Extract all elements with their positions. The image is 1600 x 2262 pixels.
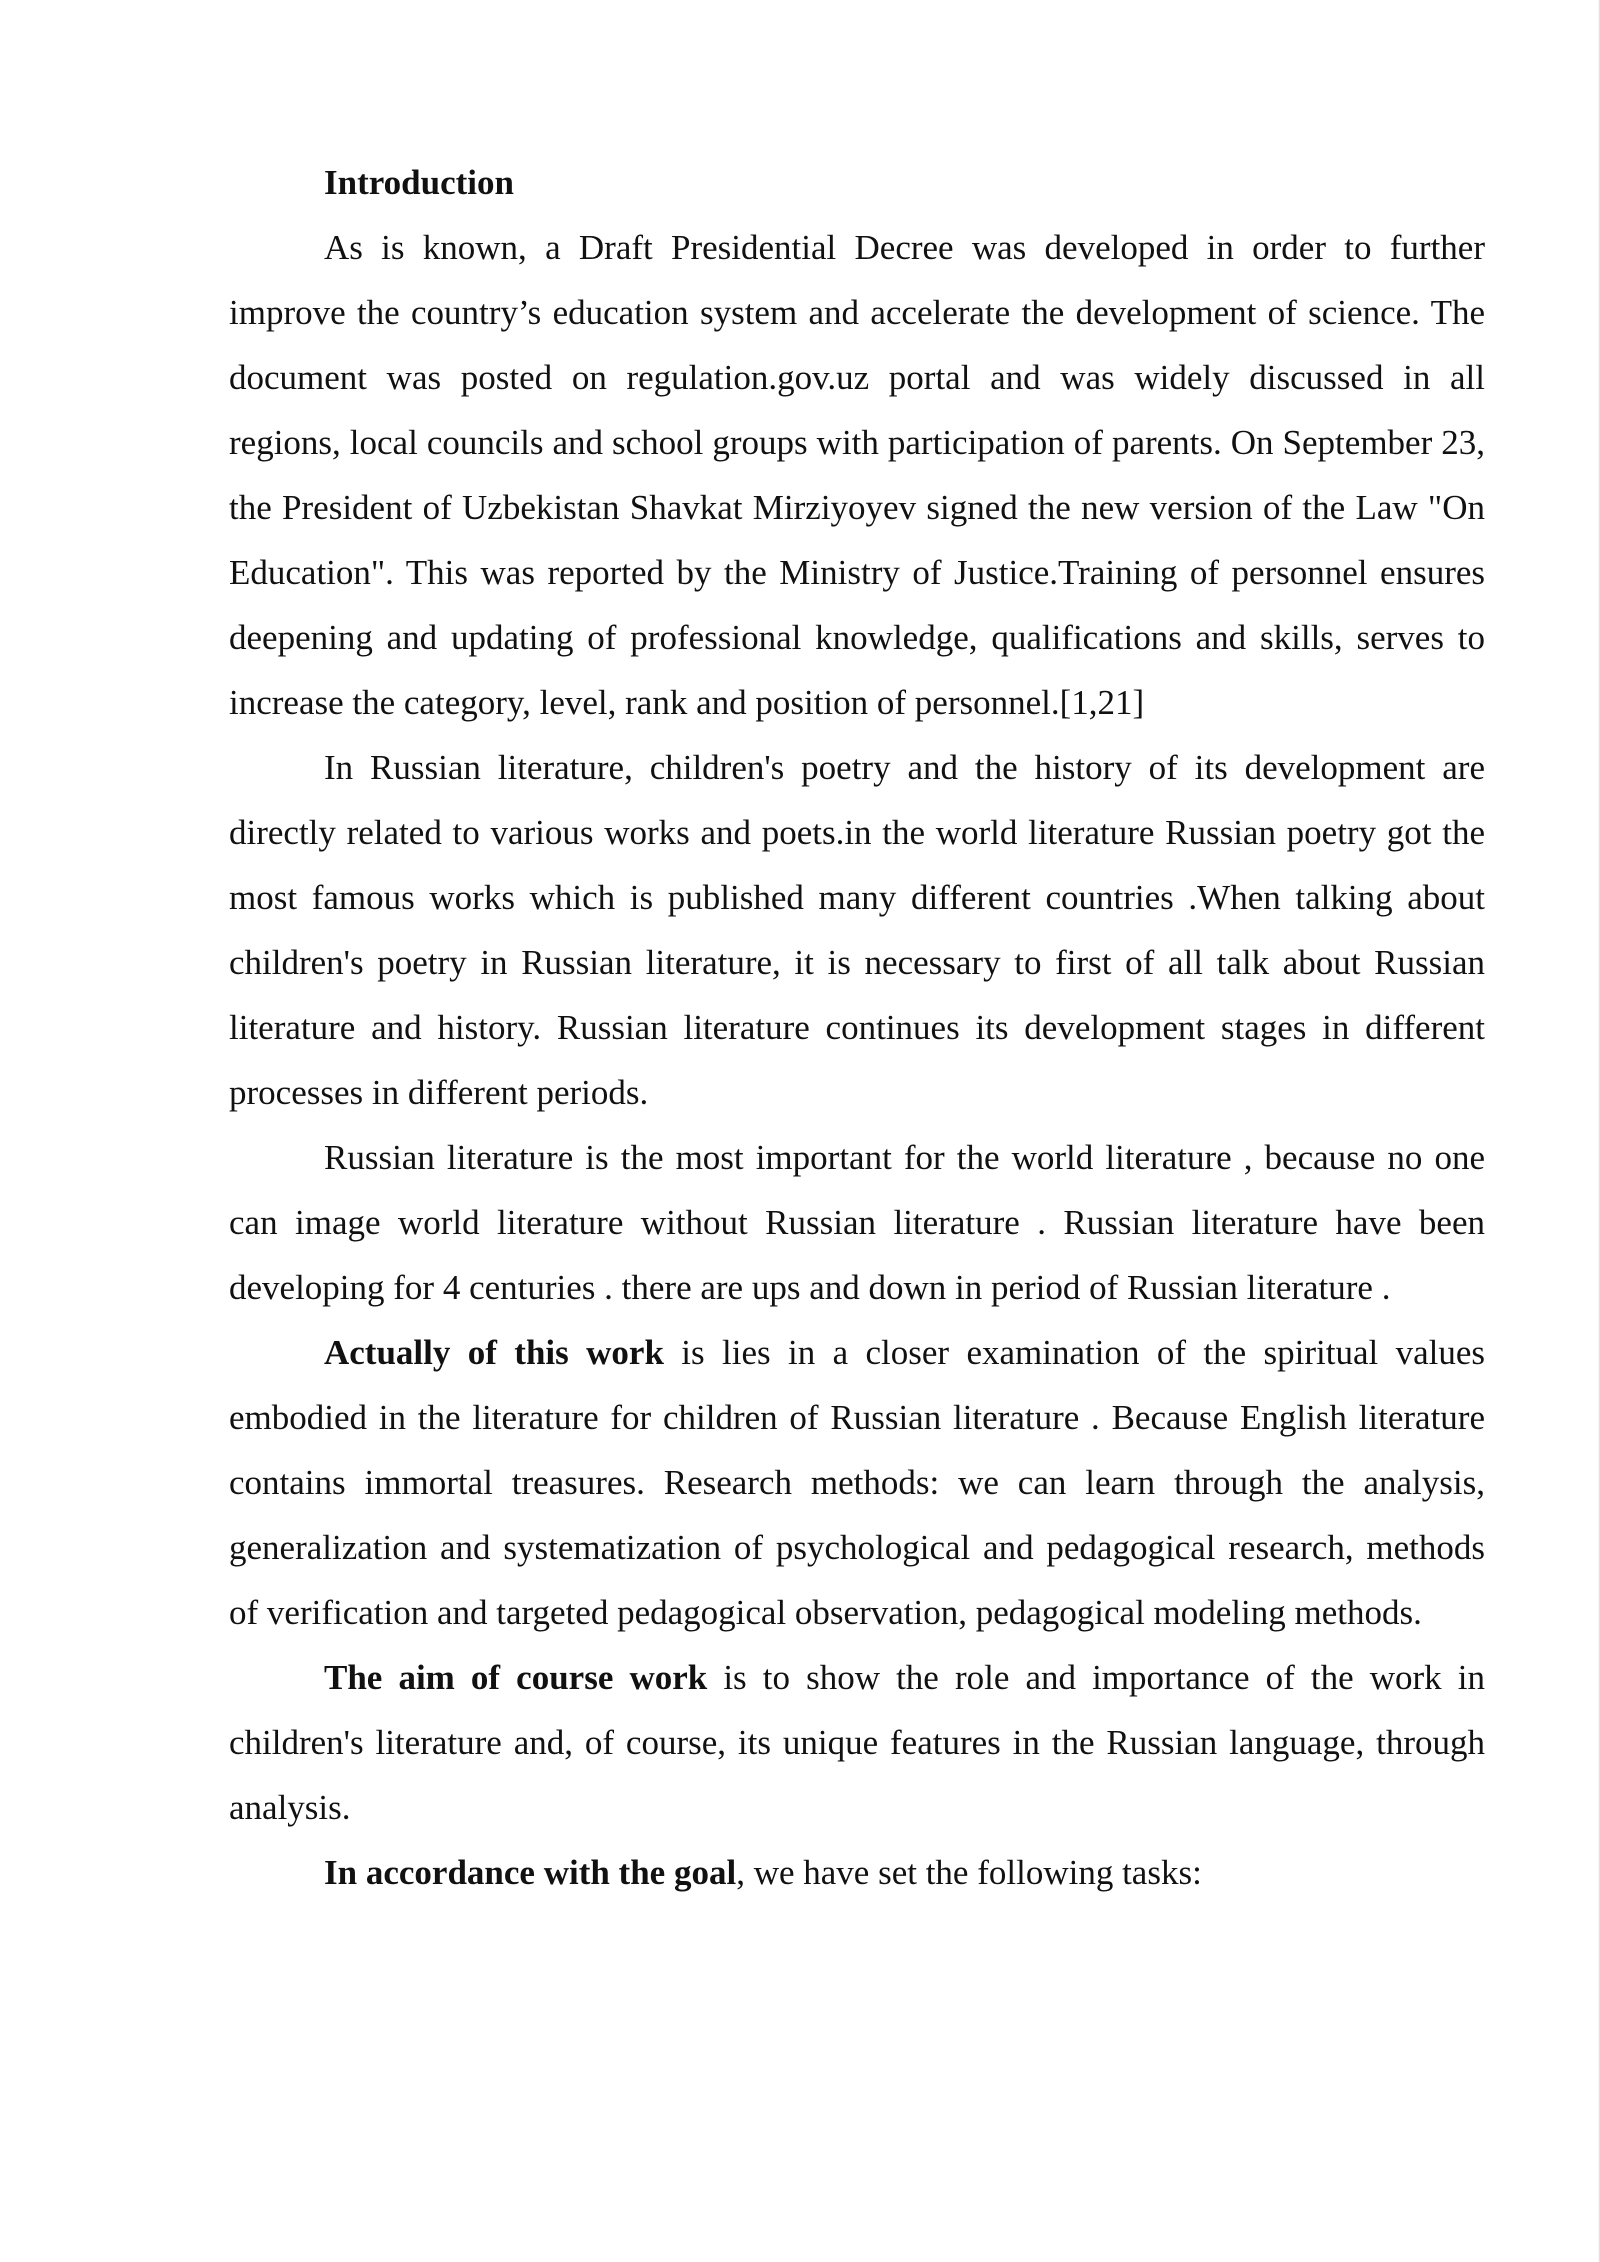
paragraph-actuality <box>229 1320 1485 1645</box>
paragraph-text: As is known, a Draft Presidential Decree was developed in order to further improve the country’s education system and accelerate the development of science. The document was posted on regulation.gov.uz portal and was widely discussed in all regions, local councils and school groups with participation of parents. On September 23, the President of Uzbekistan Shavkat Mirziyoyev signed the new version of the Law "On Education". This was reported by the Ministry of Justice.Training of personnel ensures deepening and updating of professional knowledge, qualifications and skills, serves to increase the category, level, rank and position of personnel.[1,21] <box>229 228 1485 722</box>
document-body <box>229 150 1485 1905</box>
paragraph-text: , we have set the following tasks: <box>736 1853 1202 1892</box>
section-heading: Introduction <box>324 163 514 202</box>
paragraph-tasks <box>229 1840 1485 1905</box>
paragraph-children-poetry <box>229 735 1485 1125</box>
paragraph-text: is to show the role and importance of the work in children's literature and, of course, its unique features in the Russian language, through analysis. <box>229 1658 1485 1827</box>
paragraph-decree <box>229 215 1485 735</box>
paragraph-lead-aim: The aim of course work <box>324 1658 708 1697</box>
paragraph-lead-actuality: Actually of this work <box>324 1333 664 1372</box>
paragraph-lead-goal: In accordance with the goal <box>324 1853 737 1892</box>
paragraph-text: In Russian literature, children's poetry and the history of its development are directly related to various works and poets.in the world literature Russian poetry got the most famous works which is published many different countries .When talking about children's poetry in Russian literature, it is necessary to first of all talk about Russian literature and history. Russian literature continues its development stages in different processes in different periods. <box>229 748 1485 1112</box>
paragraph-aim <box>229 1645 1485 1840</box>
paragraph-text: is lies in a closer examination of the spiritual values embodied in the literature for children of Russian literature . Because English literature contains immortal treasures. Research methods: we can learn through the analysis, generalization and systematization of psychological and pedagogical research, methods of verification and targeted pedagogical observation, pedagogical modeling methods. <box>229 1333 1486 1632</box>
paragraph-text: Russian literature is the most important for the world literature , because no one can image world literature without Russian literature . Russian literature have been developing for 4 centuries . there are ups and down in period of Russian literature . <box>229 1138 1485 1307</box>
paragraph-world-literature <box>229 1125 1485 1320</box>
